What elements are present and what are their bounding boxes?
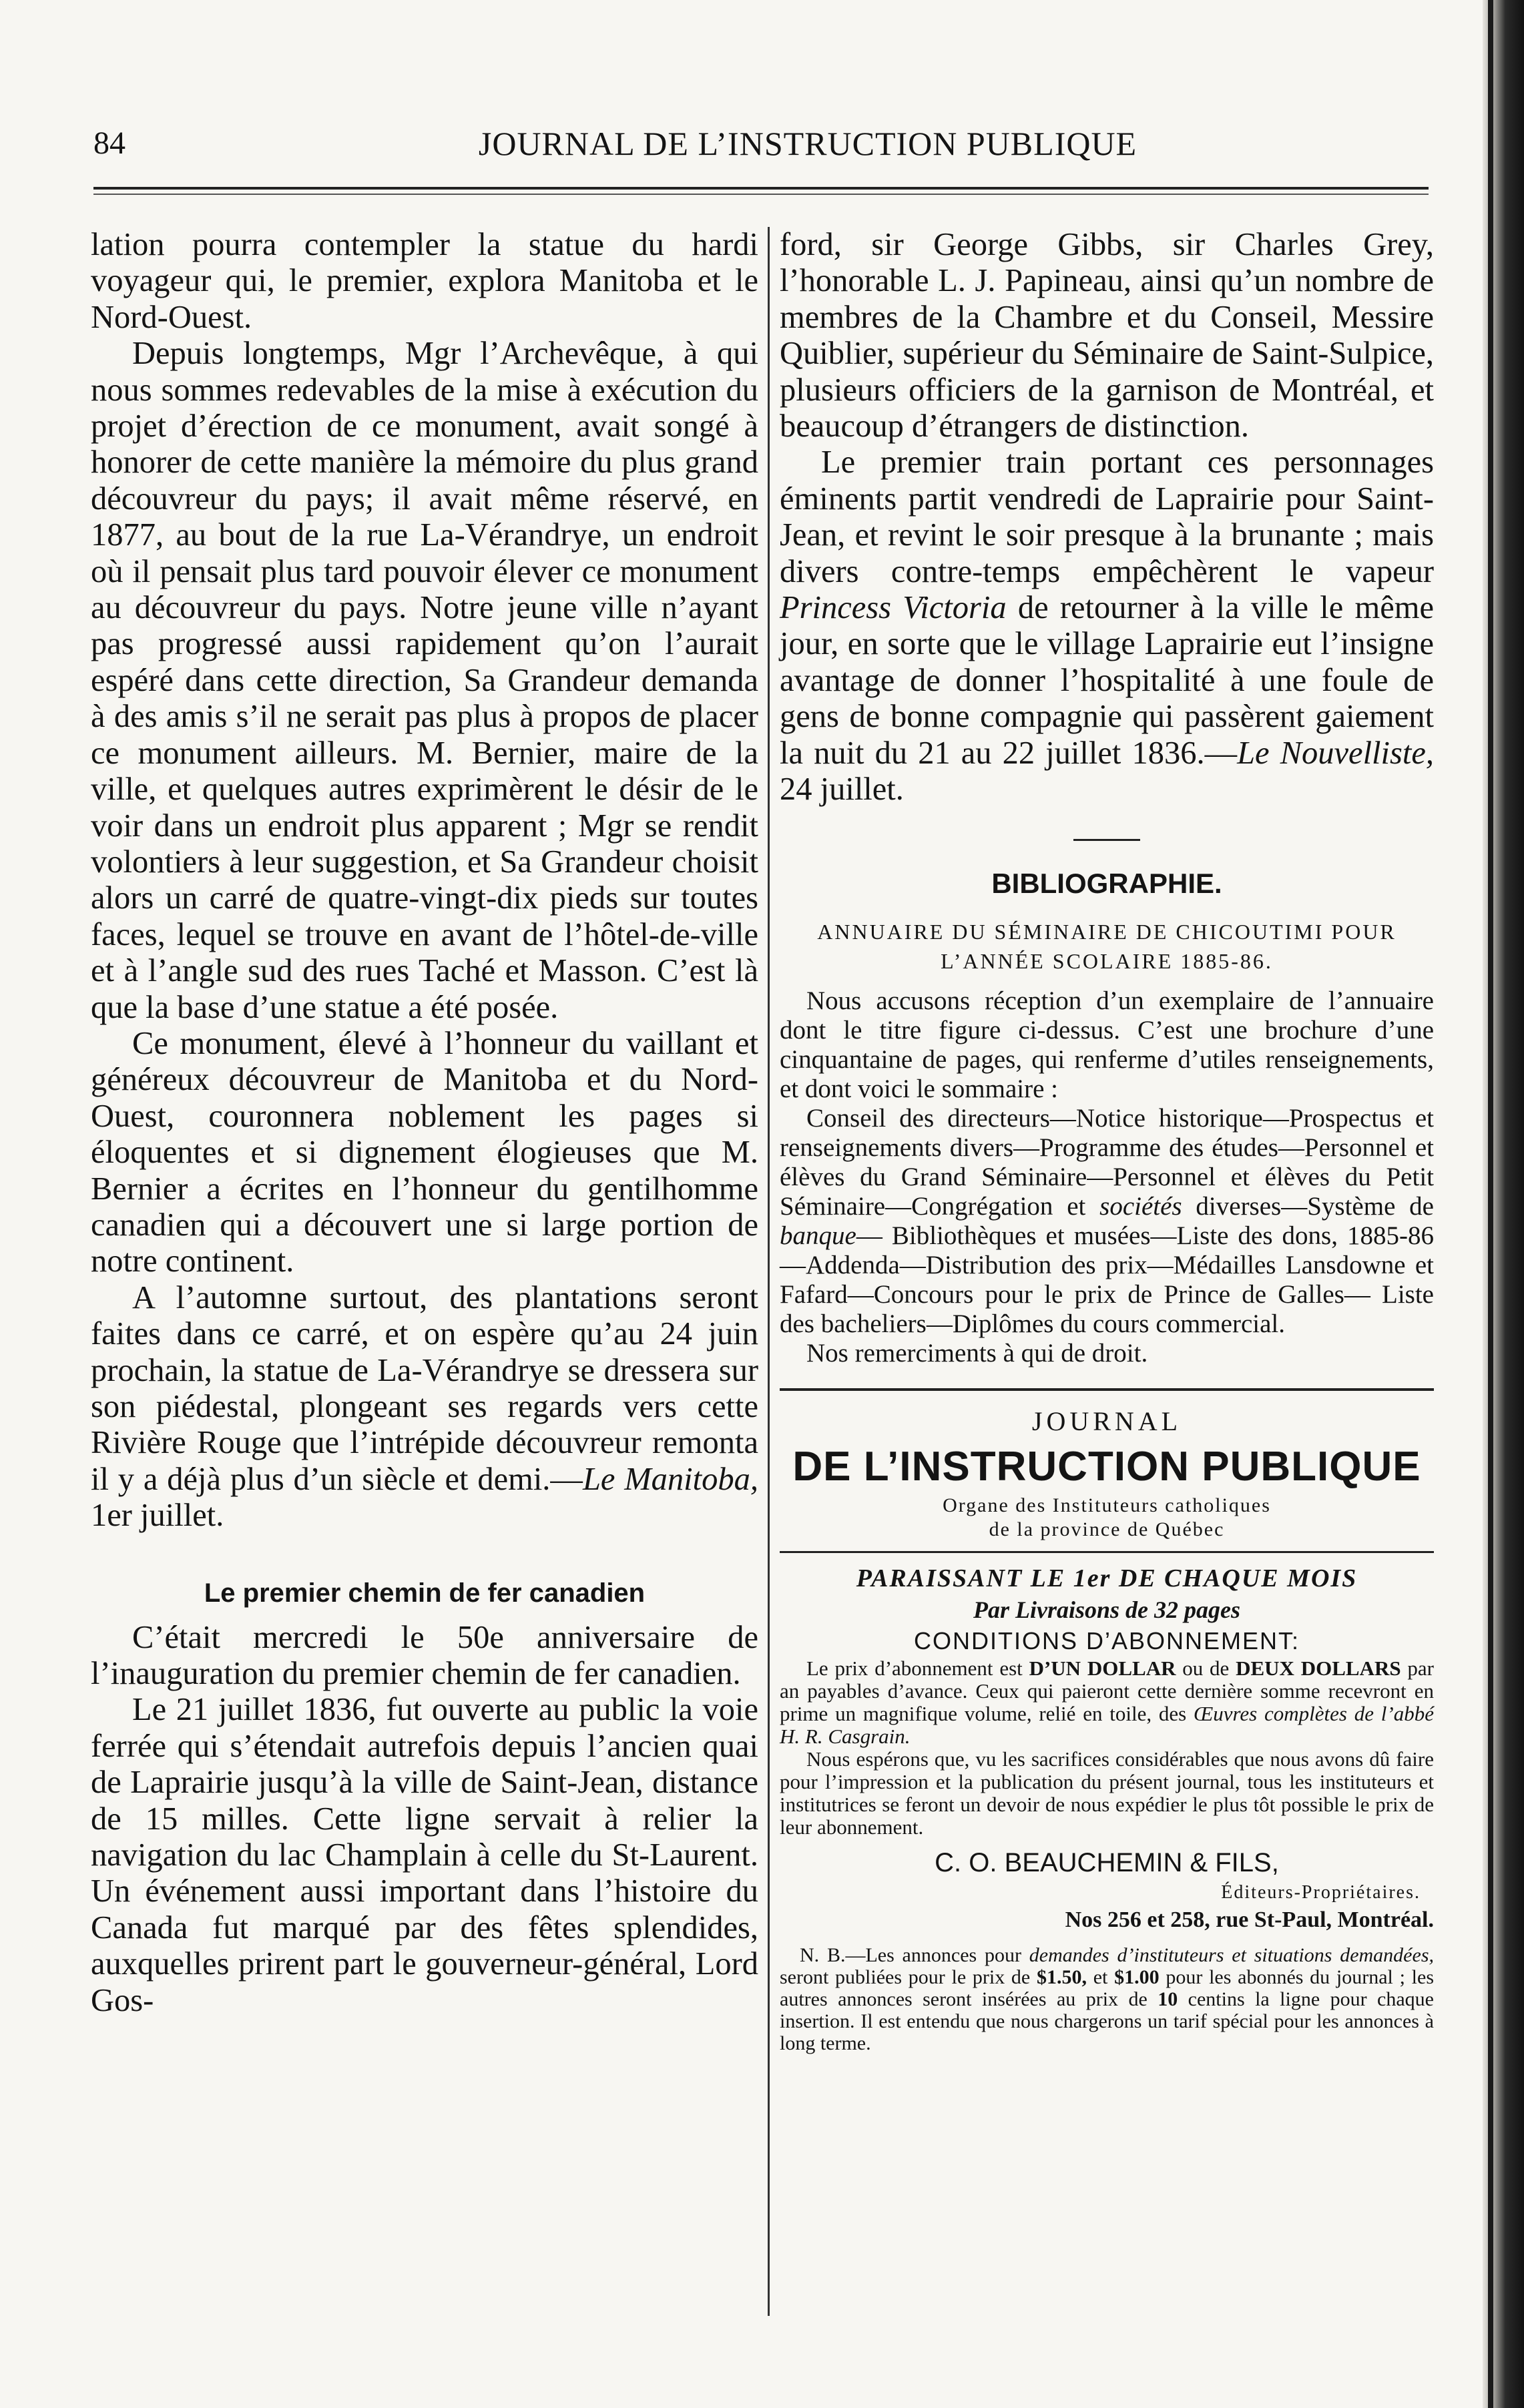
running-title: JOURNAL DE L’INSTRUCTION PUBLIQUE [478, 125, 1137, 162]
ad-work-title: Œuvres complètes de l’abbé H. R. Casgrain. [780, 1701, 1434, 1748]
paragraph: Le 21 juillet 1836, fut ouverte au public la voie ferrée qui s’étendait autrefois depuis l’ancien quai de Laprairie jusqu’à la ville de Saint-Jean, distance de 15 milles. Cette ligne servait à relier la navigation du lac Champlain à celle du St-Laurent. Un événement aussi important dans l’histoire du Canada fut marqué par des fêtes splendides, auxquelles prirent part le gouverneur-général, Lord Gos- [91, 1692, 758, 2018]
paragraph-text: Conseil des directeurs—Notice historique—Prospectus et renseignements divers—Programme des études—Personnel et élèves du Grand Séminaire—Personnel et élèves du Petit Séminaire—Congrégation et [780, 1103, 1434, 1221]
ad-paraissant: PARAISSANT LE 1er DE CHAQUE MOIS [856, 1564, 1358, 1592]
paragraph-italic: sociétés [1099, 1191, 1182, 1221]
journal-advertisement [780, 1388, 1434, 2054]
ad-nb-note [780, 1944, 1434, 2054]
ad-price: $1.00 [1114, 1966, 1160, 1988]
ad-title: DE L’INSTRUCTION PUBLIQUE [792, 1443, 1421, 1490]
paragraph: ford, sir George Gibbs, sir Charles Grey, l’honorable L. J. Papineau, ainsi qu’un nombre de membres de la Chambre et du Conseil, Messire Quiblier, supérieur du Séminaire de Saint-Sulpice, plusieurs officiers de la garnison de Montréal, et beaucoup d’étrangers de distinction. [780, 227, 1434, 444]
paragraph [91, 1280, 758, 1534]
header-rule [93, 187, 1429, 190]
ad-text-italic: demandes d’instituteurs et situations demandées, [1029, 1943, 1434, 1966]
ship-name: Princess Victoria [780, 590, 1007, 626]
ad-price: D’UN DOLLAR [1029, 1656, 1176, 1680]
ad-text: pour les abonnés du journal ; les autres annonces seront insérées au prix de [780, 1966, 1434, 2010]
ad-text: par an payables d’avance. Ceux qui paieront cette dernière somme recevront en prime un magnifique volume, relié en toile, des [780, 1656, 1434, 1725]
scan-edge-line [1488, 0, 1493, 2408]
header-rule-thin [93, 194, 1429, 195]
source-date: 24 juillet. [780, 772, 904, 808]
annuaire-title: ANNUAIRE DU SÉMINAIRE DE CHICOUTIMI POUR L’ANNÉE SCOLAIRE 1885-86. [817, 919, 1396, 973]
ad-journal-word: JOURNAL [1031, 1406, 1182, 1436]
ad-text: et [1086, 1966, 1115, 1988]
ad-text: seront publiées pour le prix de [780, 1966, 1037, 1988]
paragraph-text: A l’automne surtout, des plantations seront faites dans ce carré, et on espère qu’au 24 juin prochain, la statue de La-Vérandrye se dressera sur son piédestal, plongeant ses regards vers cette Rivière Rouge que l’intrépide découvreur remonta il y a déjà plus d’un siècle et demi.— [91, 1279, 758, 1497]
paragraph: lation pourra contempler la statue du hardi voyageur qui, le premier, explora Manitoba et le Nord-Ouest. [91, 227, 758, 335]
ad-publisher-role: Éditeurs-Propriétaires. [1221, 1881, 1421, 1903]
paragraph-text: de retourner à la ville le même jour, en sorte que le village Laprairie eut l’insigne avantage de donner l’hospitalité à une foule de gens de bonne compagnie qui passèrent gaiement la nuit du 21 au 22 juillet 1836.— [780, 590, 1434, 771]
section-rule [1073, 839, 1140, 841]
paragraph: Nous accusons réception d’un exemplaire de l’annuaire dont le titre figure ci-dessus. C’est une brochure d’une cinquantaine de pages, qui renferme d’utiles renseignements, et dont voici le sommaire : [780, 986, 1434, 1103]
paragraph-text: — Bibliothèques et musées—Liste des dons, 1885-86—Addenda—Distribution des prix—Médailles Lansdowne et Fafard—Concours pour le prix de Prince de Galles— Liste des bacheliers—Diplômes du cours commercial. [780, 1221, 1434, 1338]
ad-text: ou de [1176, 1656, 1236, 1680]
section-title: Le premier chemin de fer canadien [204, 1578, 646, 1608]
paragraph: Nos remerciments à qui de droit. [806, 1338, 1148, 1368]
paragraph-text: Le premier train portant ces personnages éminents partit vendredi de Laprairie pour Saint-Jean, et revint le soir presque à la brunante ; mais divers contre-temps empêchèrent le vapeur [780, 444, 1434, 589]
paragraph-text: diverses—Système de [1182, 1191, 1434, 1221]
ad-livraisons: Par Livraisons de 32 pages [973, 1596, 1240, 1623]
paragraph-italic: banque [780, 1221, 856, 1250]
ad-address: Nos 256 et 258, rue St-Paul, Montréal. [1065, 1907, 1434, 1932]
source-citation: Le Nouvelliste, [1237, 735, 1434, 771]
ad-text: centins la ligne pour chaque insertion. Il est entendu que nous chargerons un tarif spécial pour les annonces à long terme. [780, 1988, 1434, 2054]
ad-conditions: CONDITIONS D’ABONNEMENT: [913, 1626, 1300, 1654]
source-date: 1er juillet. [91, 1498, 224, 1534]
ad-organe-line1: Organe des Instituteurs catholiques [943, 1494, 1271, 1516]
column-divider [768, 227, 770, 2316]
ad-price: 10 [1158, 1988, 1178, 2010]
ad-price: $1.50, [1036, 1966, 1087, 1988]
source-citation: Le Manitoba, [582, 1461, 758, 1497]
ad-rule [780, 1551, 1434, 1553]
bibliography-title: BIBLIOGRAPHIE. [991, 867, 1222, 899]
ad-paragraph [780, 1657, 1434, 1748]
paragraph [780, 444, 1434, 808]
paragraph: Ce monument, élevé à l’honneur du vaillant et généreux découvreur de Manitoba et du Nord-Ouest, couronnera noblement les pages si éloquentes et si dignement élogieuses que M. Bernier a écrites en l’honneur du gentilhomme canadien qui a découvert une si large portion de notre continent. [91, 1025, 758, 1279]
right-column [780, 227, 1434, 2316]
ad-publisher: C. O. BEAUCHEMIN & FILS, [935, 1847, 1279, 1877]
ad-organe-line2: de la province de Québec [989, 1518, 1225, 1540]
paragraph: C’était mercredi le 50e anniversaire de l’inauguration du premier chemin de fer canadien. [91, 1619, 758, 1692]
left-column [91, 227, 758, 2316]
paragraph [780, 1104, 1434, 1339]
ad-paragraph: Nous espérons que, vu les sacrifices considérables que nous avons dû faire pour l’impression et la publication du présent journal, tous les instituteurs et institutrices se feront un devoir de nous expédier le plus tôt possible le prix de leur abonnement. [780, 1747, 1434, 1839]
page-number: 84 [93, 125, 125, 161]
ad-price: DEUX DOLLARS [1236, 1656, 1401, 1680]
ad-text: Le prix d’abonnement est [806, 1656, 1029, 1680]
page-header [93, 117, 1429, 170]
paragraph: Depuis longtemps, Mgr l’Archevêque, à qui nous sommes redevables de la mise à exécution du projet d’érection de ce monument, avait songé à honorer de cette manière la mémoire du plus grand découvreur du pays; il avait même réservé, en 1877, au bout de la rue La-Vérandrye, un endroit où il pensait plus tard pouvoir élever ce monument au découvreur du pays. Notre jeune ville n’ayant pas progressé aussi rapidement qu’on l’aurait espéré dans cette direction, Sa Grandeur demanda à des amis s’il ne serait pas plus à propos de placer ce monument ailleurs. M. Bernier, maire de la ville, et quelques autres exprimèrent le désir de le voir dans un endroit plus apparent ; Mgr se rendit volontiers à leur suggestion, et Sa Grandeur choisit alors un carré de quatre-vingt-dix pieds sur toutes faces, lequel se trouve en avant de l’hôtel-de-ville et à l’angle sud des rues Taché et Masson. C’est là que la base d’une statue a été posée. [91, 336, 758, 1025]
ad-text: N. B.—Les annonces pour [800, 1943, 1029, 1966]
